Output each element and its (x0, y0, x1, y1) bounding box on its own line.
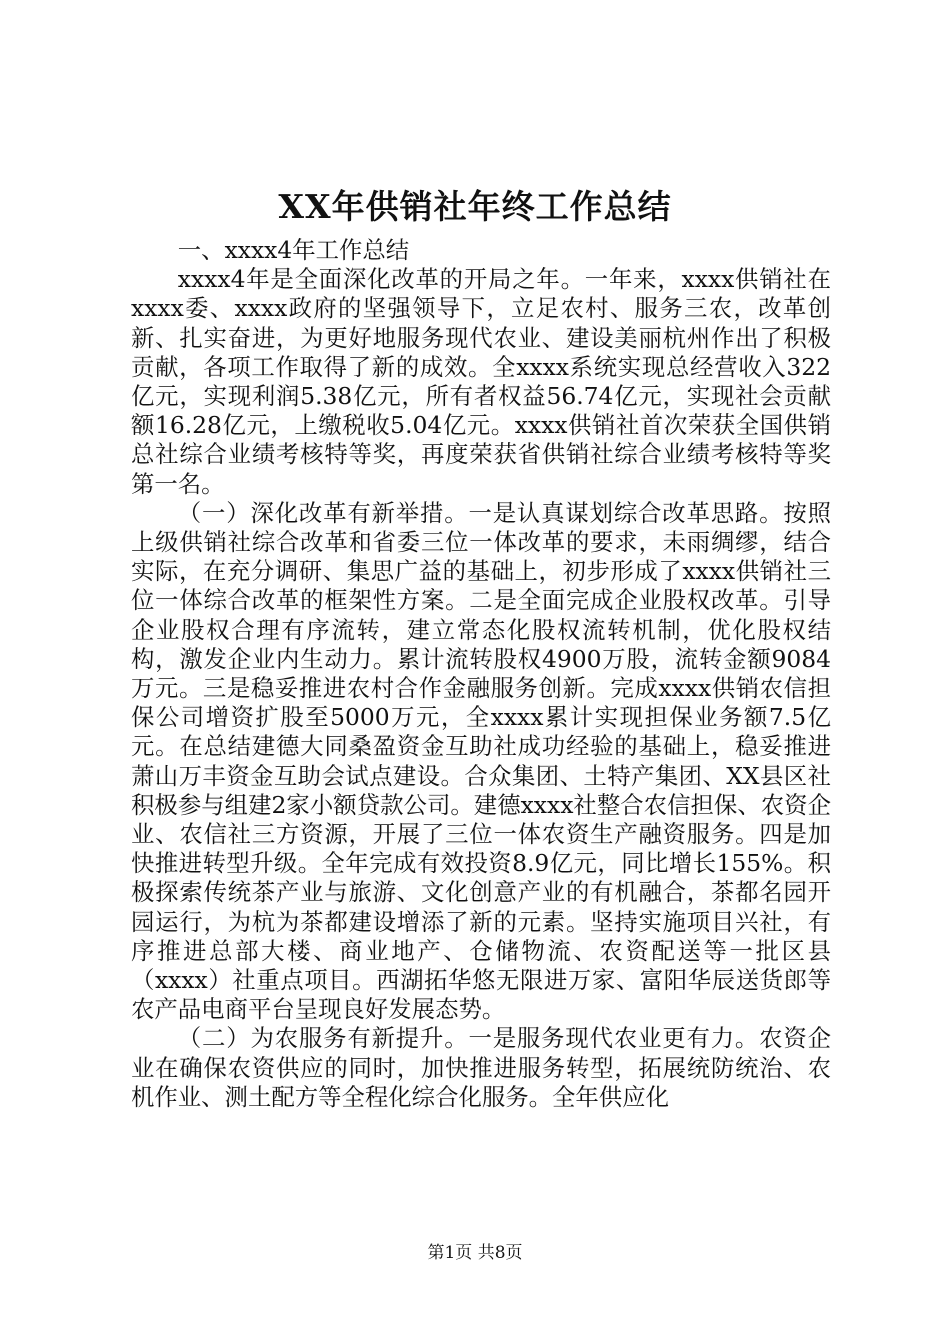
page-footer: 第1页 共8页 (427, 1243, 523, 1263)
paragraph-service: （二）为农服务有新提升。一是服务现代农业更有力。农资企业在确保农资供应的同时，加快推进服务转型，拓展统防统治、农机作业、测土配方等全程化综合化服务。全年供应化 (131, 1024, 831, 1111)
document-body (131, 236, 831, 1112)
document-title: XX年供销社年终工作总结 (278, 187, 672, 226)
paragraph-reform: （一）深化改革有新举措。一是认真谋划综合改革思路。按照上级供销社综合改革和省委三位一体改革的要求，未雨绸缪，结合实际，在充分调研、集思广益的基础上，初步形成了xxxx供销社三位一体综合改革的框架性方案。二是全面完成企业股权改革。引导企业股权合理有序流转，建立常态化股权流转机制，优化股权结构，激发企业内生动力。累计流转股权4900万股，流转金额9084万元。三是稳妥推进农村合作金融服务创新。完成xxxx供销农信担保公司增资扩股至5000万元，全xxxx累计实现担保业务额7.5亿元。在总结建德大同桑盈资金互助社成功经验的基础上，稳妥推进萧山万丰资金互助会试点建设。合众集团、土特产集团、XX县区社积极参与组建2家小额贷款公司。建德xxxx社整合农信担保、农资企业、农信社三方资源，开展了三位一体农资生产融资服务。四是加快推进转型升级。全年完成有效投资8.9亿元，同比增长155%。积极探索传统茶产业与旅游、文化创意产业的有机融合，茶都名园开园运行，为杭为茶都建设增添了新的元素。坚持实施项目兴社，有序推进总部大楼、商业地产、仓储物流、农资配送等一批区县（xxxx）社重点项目。西湖拓华悠无限进万家、富阳华辰送货郎等农产品电商平台呈现良好发展态势。 (131, 498, 831, 1024)
section-heading: 一、xxxx4年工作总结 (177, 236, 410, 264)
paragraph-overview: xxxx4年是全面深化改革的开局之年。一年来，xxxx供销社在xxxx委、xxxx政府的坚强领导下，立足农村、服务三农，改革创新、扎实奋进，为更好地服务现代农业、建设美丽杭州作出了积极贡献，各项工作取得了新的成效。全xxxx系统实现总经营收入322亿元，实现利润5.38亿元，所有者权益56.74亿元，实现社会贡献额16.28亿元，上缴税收5.04亿元。xxxx供销社首次荣获全国供销总社综合业绩考核特等奖，再度荣获省供销社综合业绩考核特等奖第一名。 (131, 265, 831, 498)
